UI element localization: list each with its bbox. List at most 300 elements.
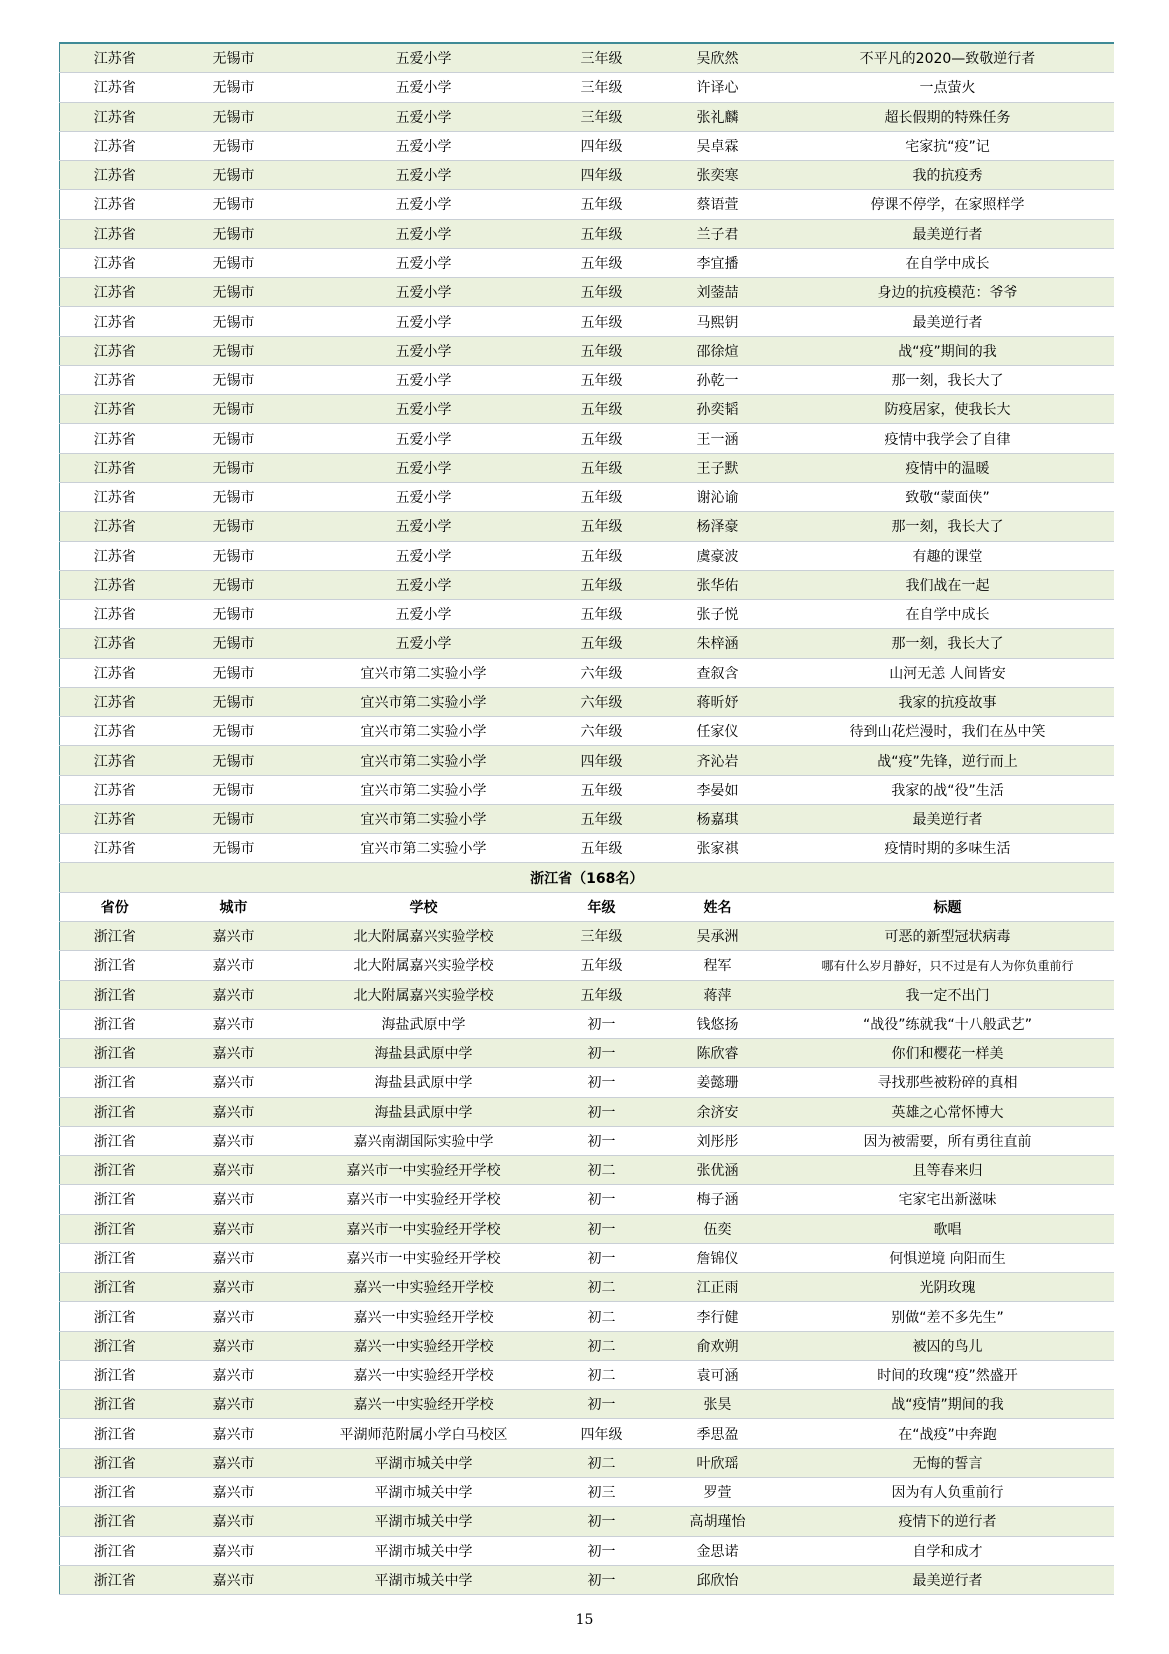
- province-cell: 浙江省: [60, 921, 170, 950]
- city-cell: 无锡市: [170, 365, 298, 394]
- school-cell: 平湖市城关中学: [298, 1536, 550, 1565]
- table-row: [60, 161, 1114, 190]
- grade-cell: 五年级: [550, 278, 654, 307]
- school-cell: 五爱小学: [298, 307, 550, 336]
- title-cell: 你们和樱花一样美: [782, 1039, 1114, 1068]
- city-cell: 无锡市: [170, 629, 298, 658]
- title-cell: 疫情时期的多味生活: [782, 834, 1114, 863]
- name-cell: 孙奕韬: [654, 395, 782, 424]
- province-cell: 浙江省: [60, 1507, 170, 1536]
- table-row: [60, 804, 1114, 833]
- school-cell: 五爱小学: [298, 43, 550, 73]
- province-cell: 江苏省: [60, 775, 170, 804]
- city-cell: 无锡市: [170, 43, 298, 73]
- column-header-grade: 年级: [550, 892, 654, 921]
- school-cell: 五爱小学: [298, 600, 550, 629]
- province-cell: 浙江省: [60, 1331, 170, 1360]
- name-cell: 吴卓霖: [654, 131, 782, 160]
- title-cell: 那一刻，我长大了: [782, 629, 1114, 658]
- name-cell: 张昊: [654, 1390, 782, 1419]
- city-cell: 无锡市: [170, 775, 298, 804]
- city-cell: 嘉兴市: [170, 921, 298, 950]
- column-header-name: 姓名: [654, 892, 782, 921]
- title-cell: 超长假期的特殊任务: [782, 102, 1114, 131]
- title-cell: 山河无恙 人间皆安: [782, 658, 1114, 687]
- column-header-city: 城市: [170, 892, 298, 921]
- table-row: [60, 1390, 1114, 1419]
- province-cell: 浙江省: [60, 1419, 170, 1448]
- title-cell: 在“战疫”中奔跑: [782, 1419, 1114, 1448]
- city-cell: 无锡市: [170, 278, 298, 307]
- name-cell: 李行健: [654, 1302, 782, 1331]
- city-cell: 无锡市: [170, 746, 298, 775]
- city-cell: 无锡市: [170, 512, 298, 541]
- grade-cell: 初一: [550, 1507, 654, 1536]
- name-cell: 朱梓涵: [654, 629, 782, 658]
- table-row: [60, 1009, 1114, 1038]
- name-cell: 罗萱: [654, 1478, 782, 1507]
- school-cell: 北大附属嘉兴实验学校: [298, 951, 550, 980]
- table-row: [60, 365, 1114, 394]
- school-cell: 五爱小学: [298, 365, 550, 394]
- title-cell: 我们战在一起: [782, 570, 1114, 599]
- grade-cell: 六年级: [550, 717, 654, 746]
- school-cell: 嘉兴一中实验经开学校: [298, 1273, 550, 1302]
- city-cell: 无锡市: [170, 102, 298, 131]
- title-cell: 在自学中成长: [782, 248, 1114, 277]
- title-cell: 最美逆行者: [782, 1565, 1114, 1594]
- name-cell: 邵徐煊: [654, 336, 782, 365]
- school-cell: 五爱小学: [298, 131, 550, 160]
- province-cell: 江苏省: [60, 365, 170, 394]
- title-cell: 歌唱: [782, 1214, 1114, 1243]
- title-cell: 停课不停学，在家照样学: [782, 190, 1114, 219]
- name-cell: 张子悦: [654, 600, 782, 629]
- province-cell: 浙江省: [60, 1214, 170, 1243]
- grade-cell: 六年级: [550, 687, 654, 716]
- grade-cell: 初一: [550, 1009, 654, 1038]
- name-cell: 王一涵: [654, 424, 782, 453]
- city-cell: 无锡市: [170, 190, 298, 219]
- city-cell: 无锡市: [170, 541, 298, 570]
- province-cell: 江苏省: [60, 336, 170, 365]
- title-cell: 我家的战“役”生活: [782, 775, 1114, 804]
- title-cell: 不平凡的2020—致敬逆行者: [782, 43, 1114, 73]
- table-row: [60, 775, 1114, 804]
- city-cell: 无锡市: [170, 424, 298, 453]
- city-cell: 嘉兴市: [170, 1185, 298, 1214]
- table-row: [60, 1068, 1114, 1097]
- table-row: [60, 600, 1114, 629]
- grade-cell: 初一: [550, 1185, 654, 1214]
- city-cell: 嘉兴市: [170, 980, 298, 1009]
- name-cell: 金思诺: [654, 1536, 782, 1565]
- province-cell: 江苏省: [60, 687, 170, 716]
- school-cell: 海盐县武原中学: [298, 1097, 550, 1126]
- table-row: [60, 1185, 1114, 1214]
- table-row: [60, 629, 1114, 658]
- name-cell: 邱欣怡: [654, 1565, 782, 1594]
- name-cell: 杨泽豪: [654, 512, 782, 541]
- grade-cell: 五年级: [550, 365, 654, 394]
- title-cell: 因为被需要，所有勇往直前: [782, 1126, 1114, 1155]
- grade-cell: 初二: [550, 1331, 654, 1360]
- province-cell: 浙江省: [60, 1478, 170, 1507]
- province-cell: 浙江省: [60, 1097, 170, 1126]
- title-cell: 身边的抗疫模范：爷爷: [782, 278, 1114, 307]
- title-cell: 战“疫”期间的我: [782, 336, 1114, 365]
- grade-cell: 五年级: [550, 600, 654, 629]
- grade-cell: 五年级: [550, 307, 654, 336]
- school-cell: 五爱小学: [298, 570, 550, 599]
- name-cell: 孙乾一: [654, 365, 782, 394]
- name-cell: 齐沁岩: [654, 746, 782, 775]
- table-row: [60, 570, 1114, 599]
- grade-cell: 四年级: [550, 1419, 654, 1448]
- column-header-row: [60, 892, 1114, 921]
- school-cell: 嘉兴一中实验经开学校: [298, 1331, 550, 1360]
- school-cell: 平湖市城关中学: [298, 1478, 550, 1507]
- grade-cell: 初一: [550, 1126, 654, 1155]
- title-cell: 最美逆行者: [782, 804, 1114, 833]
- city-cell: 嘉兴市: [170, 1273, 298, 1302]
- title-cell: 自学和成才: [782, 1536, 1114, 1565]
- province-cell: 浙江省: [60, 1156, 170, 1185]
- name-cell: 钱悠扬: [654, 1009, 782, 1038]
- table-row: [60, 980, 1114, 1009]
- grade-cell: 五年级: [550, 512, 654, 541]
- name-cell: 王子默: [654, 453, 782, 482]
- grade-cell: 初一: [550, 1243, 654, 1272]
- table-row: [60, 921, 1114, 950]
- grade-cell: 初二: [550, 1448, 654, 1477]
- province-cell: 江苏省: [60, 161, 170, 190]
- school-cell: 五爱小学: [298, 73, 550, 102]
- city-cell: 无锡市: [170, 834, 298, 863]
- grade-cell: 初二: [550, 1273, 654, 1302]
- table-row: [60, 190, 1114, 219]
- title-cell: 疫情中我学会了自律: [782, 424, 1114, 453]
- name-cell: 查叙含: [654, 658, 782, 687]
- title-cell: 光阴玫瑰: [782, 1273, 1114, 1302]
- province-cell: 浙江省: [60, 1068, 170, 1097]
- award-list-table: [59, 42, 1114, 1595]
- school-cell: 五爱小学: [298, 512, 550, 541]
- grade-cell: 三年级: [550, 73, 654, 102]
- title-cell: 最美逆行者: [782, 219, 1114, 248]
- title-cell: 致敬“蒙面侠”: [782, 482, 1114, 511]
- city-cell: 嘉兴市: [170, 1536, 298, 1565]
- table-row: [60, 307, 1114, 336]
- school-cell: 北大附属嘉兴实验学校: [298, 921, 550, 950]
- province-cell: 浙江省: [60, 1536, 170, 1565]
- school-cell: 海盐县武原中学: [298, 1068, 550, 1097]
- grade-cell: 四年级: [550, 161, 654, 190]
- grade-cell: 五年级: [550, 804, 654, 833]
- school-cell: 五爱小学: [298, 219, 550, 248]
- city-cell: 无锡市: [170, 687, 298, 716]
- table-row: [60, 73, 1114, 102]
- table-row: [60, 658, 1114, 687]
- province-cell: 浙江省: [60, 1126, 170, 1155]
- table-row: [60, 248, 1114, 277]
- city-cell: 无锡市: [170, 600, 298, 629]
- title-cell: 待到山花烂漫时，我们在丛中笑: [782, 717, 1114, 746]
- city-cell: 嘉兴市: [170, 951, 298, 980]
- province-cell: 江苏省: [60, 424, 170, 453]
- title-cell: 寻找那些被粉碎的真相: [782, 1068, 1114, 1097]
- section-title: 浙江省（168名）: [60, 863, 1114, 892]
- name-cell: 江正雨: [654, 1273, 782, 1302]
- city-cell: 嘉兴市: [170, 1039, 298, 1068]
- province-cell: 浙江省: [60, 1185, 170, 1214]
- school-cell: 平湖市城关中学: [298, 1565, 550, 1594]
- province-cell: 浙江省: [60, 1448, 170, 1477]
- province-cell: 江苏省: [60, 746, 170, 775]
- city-cell: 嘉兴市: [170, 1331, 298, 1360]
- school-cell: 平湖市城关中学: [298, 1507, 550, 1536]
- province-cell: 浙江省: [60, 1390, 170, 1419]
- table-row: [60, 1126, 1114, 1155]
- grade-cell: 五年级: [550, 775, 654, 804]
- name-cell: 任家仪: [654, 717, 782, 746]
- name-cell: 刘彤彤: [654, 1126, 782, 1155]
- city-cell: 无锡市: [170, 804, 298, 833]
- title-cell: 战“疫”先锋，逆行而上: [782, 746, 1114, 775]
- province-cell: 浙江省: [60, 1039, 170, 1068]
- grade-cell: 五年级: [550, 629, 654, 658]
- province-cell: 浙江省: [60, 1273, 170, 1302]
- name-cell: 张奕寒: [654, 161, 782, 190]
- city-cell: 无锡市: [170, 307, 298, 336]
- grade-cell: 初一: [550, 1214, 654, 1243]
- province-cell: 浙江省: [60, 1243, 170, 1272]
- name-cell: 谢沁谕: [654, 482, 782, 511]
- school-cell: 宜兴市第二实验小学: [298, 746, 550, 775]
- province-cell: 江苏省: [60, 482, 170, 511]
- school-cell: 海盐武原中学: [298, 1009, 550, 1038]
- grade-cell: 初二: [550, 1302, 654, 1331]
- province-cell: 江苏省: [60, 131, 170, 160]
- name-cell: 蒋昕妤: [654, 687, 782, 716]
- name-cell: 詹锦仪: [654, 1243, 782, 1272]
- title-cell: 我家的抗疫故事: [782, 687, 1114, 716]
- name-cell: 马熙钥: [654, 307, 782, 336]
- grade-cell: 初一: [550, 1565, 654, 1594]
- table-row: [60, 395, 1114, 424]
- table-row: [60, 1243, 1114, 1272]
- title-cell: 宅家抗“疫”记: [782, 131, 1114, 160]
- province-cell: 江苏省: [60, 629, 170, 658]
- province-cell: 江苏省: [60, 395, 170, 424]
- table-row: [60, 834, 1114, 863]
- city-cell: 无锡市: [170, 570, 298, 599]
- province-cell: 江苏省: [60, 512, 170, 541]
- name-cell: 张华佑: [654, 570, 782, 599]
- city-cell: 嘉兴市: [170, 1360, 298, 1389]
- title-cell: “战役”练就我“十八般武艺”: [782, 1009, 1114, 1038]
- name-cell: 余济安: [654, 1097, 782, 1126]
- city-cell: 无锡市: [170, 73, 298, 102]
- name-cell: 吴欣然: [654, 43, 782, 73]
- city-cell: 嘉兴市: [170, 1214, 298, 1243]
- column-header-school: 学校: [298, 892, 550, 921]
- grade-cell: 三年级: [550, 43, 654, 73]
- section-title-row: [60, 863, 1114, 892]
- table-row: [60, 1565, 1114, 1594]
- title-cell: 因为有人负重前行: [782, 1478, 1114, 1507]
- school-cell: 五爱小学: [298, 453, 550, 482]
- name-cell: 蒋萍: [654, 980, 782, 1009]
- province-cell: 江苏省: [60, 102, 170, 131]
- grade-cell: 六年级: [550, 658, 654, 687]
- school-cell: 宜兴市第二实验小学: [298, 834, 550, 863]
- title-cell: 时间的玫瑰“疫”然盛开: [782, 1360, 1114, 1389]
- province-cell: 浙江省: [60, 1565, 170, 1594]
- school-cell: 五爱小学: [298, 424, 550, 453]
- grade-cell: 四年级: [550, 746, 654, 775]
- city-cell: 嘉兴市: [170, 1243, 298, 1272]
- name-cell: 蔡语萱: [654, 190, 782, 219]
- city-cell: 无锡市: [170, 161, 298, 190]
- province-cell: 浙江省: [60, 1009, 170, 1038]
- table-row: [60, 278, 1114, 307]
- table-row: [60, 1302, 1114, 1331]
- school-cell: 嘉兴南湖国际实验中学: [298, 1126, 550, 1155]
- table-row: [60, 746, 1114, 775]
- grade-cell: 初一: [550, 1068, 654, 1097]
- province-cell: 江苏省: [60, 219, 170, 248]
- column-header-title: 标题: [782, 892, 1114, 921]
- grade-cell: 五年级: [550, 424, 654, 453]
- province-cell: 江苏省: [60, 73, 170, 102]
- title-cell: 哪有什么岁月静好，只不过是有人为你负重前行: [782, 951, 1114, 980]
- city-cell: 无锡市: [170, 131, 298, 160]
- table-row: [60, 1097, 1114, 1126]
- table-row: [60, 1039, 1114, 1068]
- province-cell: 浙江省: [60, 951, 170, 980]
- school-cell: 五爱小学: [298, 395, 550, 424]
- name-cell: 张优涵: [654, 1156, 782, 1185]
- title-cell: 战“疫情”期间的我: [782, 1390, 1114, 1419]
- school-cell: 五爱小学: [298, 161, 550, 190]
- province-cell: 江苏省: [60, 834, 170, 863]
- city-cell: 嘉兴市: [170, 1097, 298, 1126]
- city-cell: 无锡市: [170, 658, 298, 687]
- title-cell: 可恶的新型冠状病毒: [782, 921, 1114, 950]
- province-cell: 江苏省: [60, 453, 170, 482]
- grade-cell: 五年级: [550, 248, 654, 277]
- grade-cell: 初三: [550, 1478, 654, 1507]
- province-cell: 江苏省: [60, 570, 170, 599]
- province-cell: 浙江省: [60, 1360, 170, 1389]
- name-cell: 张家祺: [654, 834, 782, 863]
- page-number: 15: [575, 1612, 594, 1628]
- name-cell: 季思盈: [654, 1419, 782, 1448]
- city-cell: 无锡市: [170, 219, 298, 248]
- table-row: [60, 219, 1114, 248]
- school-cell: 平湖市城关中学: [298, 1448, 550, 1477]
- grade-cell: 五年级: [550, 482, 654, 511]
- table-row: [60, 482, 1114, 511]
- city-cell: 嘉兴市: [170, 1448, 298, 1477]
- title-cell: 别做“差不多先生”: [782, 1302, 1114, 1331]
- name-cell: 刘蓥喆: [654, 278, 782, 307]
- title-cell: 宅家宅出新滋味: [782, 1185, 1114, 1214]
- name-cell: 伍奕: [654, 1214, 782, 1243]
- school-cell: 平湖师范附属小学白马校区: [298, 1419, 550, 1448]
- school-cell: 海盐县武原中学: [298, 1039, 550, 1068]
- grade-cell: 三年级: [550, 921, 654, 950]
- table-row: [60, 1360, 1114, 1389]
- table-row: [60, 541, 1114, 570]
- grade-cell: 三年级: [550, 102, 654, 131]
- title-cell: 无悔的誓言: [782, 1448, 1114, 1477]
- name-cell: 吴承洲: [654, 921, 782, 950]
- title-cell: 在自学中成长: [782, 600, 1114, 629]
- name-cell: 李晏如: [654, 775, 782, 804]
- grade-cell: 五年级: [550, 336, 654, 365]
- title-cell: 最美逆行者: [782, 307, 1114, 336]
- name-cell: 程军: [654, 951, 782, 980]
- title-cell: 我一定不出门: [782, 980, 1114, 1009]
- province-cell: 江苏省: [60, 600, 170, 629]
- table-row: [60, 512, 1114, 541]
- province-cell: 江苏省: [60, 248, 170, 277]
- school-cell: 五爱小学: [298, 278, 550, 307]
- table-row: [60, 102, 1114, 131]
- school-cell: 宜兴市第二实验小学: [298, 658, 550, 687]
- table-row: [60, 1156, 1114, 1185]
- city-cell: 嘉兴市: [170, 1156, 298, 1185]
- grade-cell: 初一: [550, 1039, 654, 1068]
- city-cell: 无锡市: [170, 453, 298, 482]
- name-cell: 梅子涵: [654, 1185, 782, 1214]
- province-cell: 江苏省: [60, 43, 170, 73]
- school-cell: 北大附属嘉兴实验学校: [298, 980, 550, 1009]
- grade-cell: 四年级: [550, 131, 654, 160]
- school-cell: 五爱小学: [298, 336, 550, 365]
- grade-cell: 五年级: [550, 570, 654, 599]
- school-cell: 宜兴市第二实验小学: [298, 775, 550, 804]
- city-cell: 嘉兴市: [170, 1126, 298, 1155]
- school-cell: 宜兴市第二实验小学: [298, 717, 550, 746]
- name-cell: 袁可涵: [654, 1360, 782, 1389]
- school-cell: 宜兴市第二实验小学: [298, 687, 550, 716]
- province-cell: 江苏省: [60, 190, 170, 219]
- city-cell: 无锡市: [170, 248, 298, 277]
- city-cell: 无锡市: [170, 482, 298, 511]
- grade-cell: 五年级: [550, 951, 654, 980]
- title-cell: 疫情中的温暖: [782, 453, 1114, 482]
- school-cell: 嘉兴一中实验经开学校: [298, 1390, 550, 1419]
- table-row: [60, 1214, 1114, 1243]
- grade-cell: 五年级: [550, 395, 654, 424]
- title-cell: 防疫居家，使我长大: [782, 395, 1114, 424]
- province-cell: 江苏省: [60, 278, 170, 307]
- name-cell: 杨嘉琪: [654, 804, 782, 833]
- province-cell: 浙江省: [60, 1302, 170, 1331]
- school-cell: 嘉兴市一中实验经开学校: [298, 1156, 550, 1185]
- city-cell: 嘉兴市: [170, 1390, 298, 1419]
- grade-cell: 初一: [550, 1536, 654, 1565]
- name-cell: 俞欢朔: [654, 1331, 782, 1360]
- city-cell: 嘉兴市: [170, 1565, 298, 1594]
- city-cell: 嘉兴市: [170, 1068, 298, 1097]
- grade-cell: 五年级: [550, 541, 654, 570]
- column-header-province: 省份: [60, 892, 170, 921]
- city-cell: 嘉兴市: [170, 1009, 298, 1038]
